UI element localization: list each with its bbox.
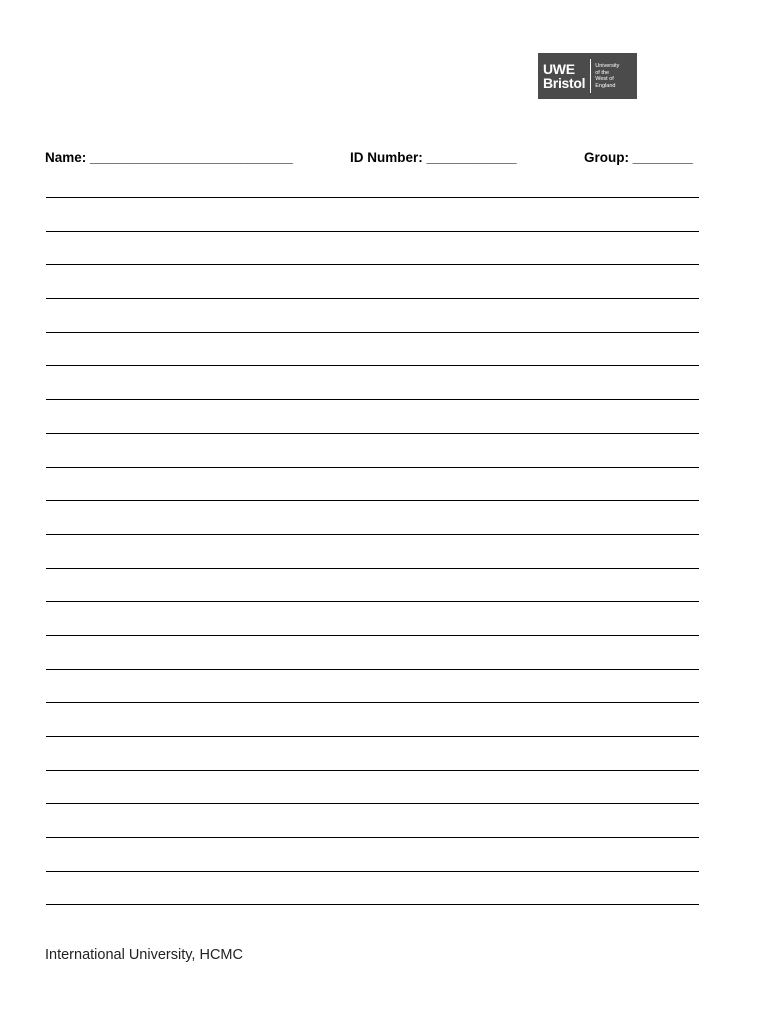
group-field-label: Group: ________	[584, 150, 693, 165]
writing-line	[46, 790, 699, 824]
logo-line-1: UWE	[543, 61, 575, 77]
writing-line	[46, 824, 699, 858]
logo-sub-line: West of	[595, 76, 614, 82]
logo-sub-line: England	[595, 82, 616, 89]
writing-line	[46, 723, 699, 757]
logo-divider	[590, 59, 591, 93]
writing-line	[46, 555, 699, 589]
id-number-field-label: ID Number: ____________	[350, 150, 517, 165]
logo-wordmark	[543, 62, 585, 90]
writing-line	[46, 184, 699, 218]
writing-line	[46, 285, 699, 319]
writing-line	[46, 218, 699, 252]
name-field-label: Name: ___________________________	[45, 150, 293, 165]
writing-line	[46, 420, 699, 454]
writing-line	[46, 757, 699, 791]
writing-line	[46, 622, 699, 656]
uwe-bristol-logo	[538, 53, 637, 99]
writing-line	[46, 352, 699, 386]
writing-line	[46, 891, 699, 925]
logo-sub-line: of the	[595, 69, 610, 76]
writing-line	[46, 454, 699, 488]
writing-lines	[46, 184, 699, 925]
writing-line	[46, 386, 699, 420]
writing-line	[46, 858, 699, 892]
logo-sub-line: University	[595, 63, 620, 69]
logo-subtitle	[595, 63, 619, 89]
logo-line-2: Bristol	[543, 75, 586, 91]
writing-line	[46, 251, 699, 285]
writing-line	[46, 319, 699, 353]
writing-line	[46, 689, 699, 723]
writing-line	[46, 521, 699, 555]
writing-line	[46, 656, 699, 690]
student-info-header	[45, 149, 701, 167]
footer-institution: International University, HCMC	[45, 947, 243, 963]
writing-line	[46, 588, 699, 622]
writing-line	[46, 487, 699, 521]
